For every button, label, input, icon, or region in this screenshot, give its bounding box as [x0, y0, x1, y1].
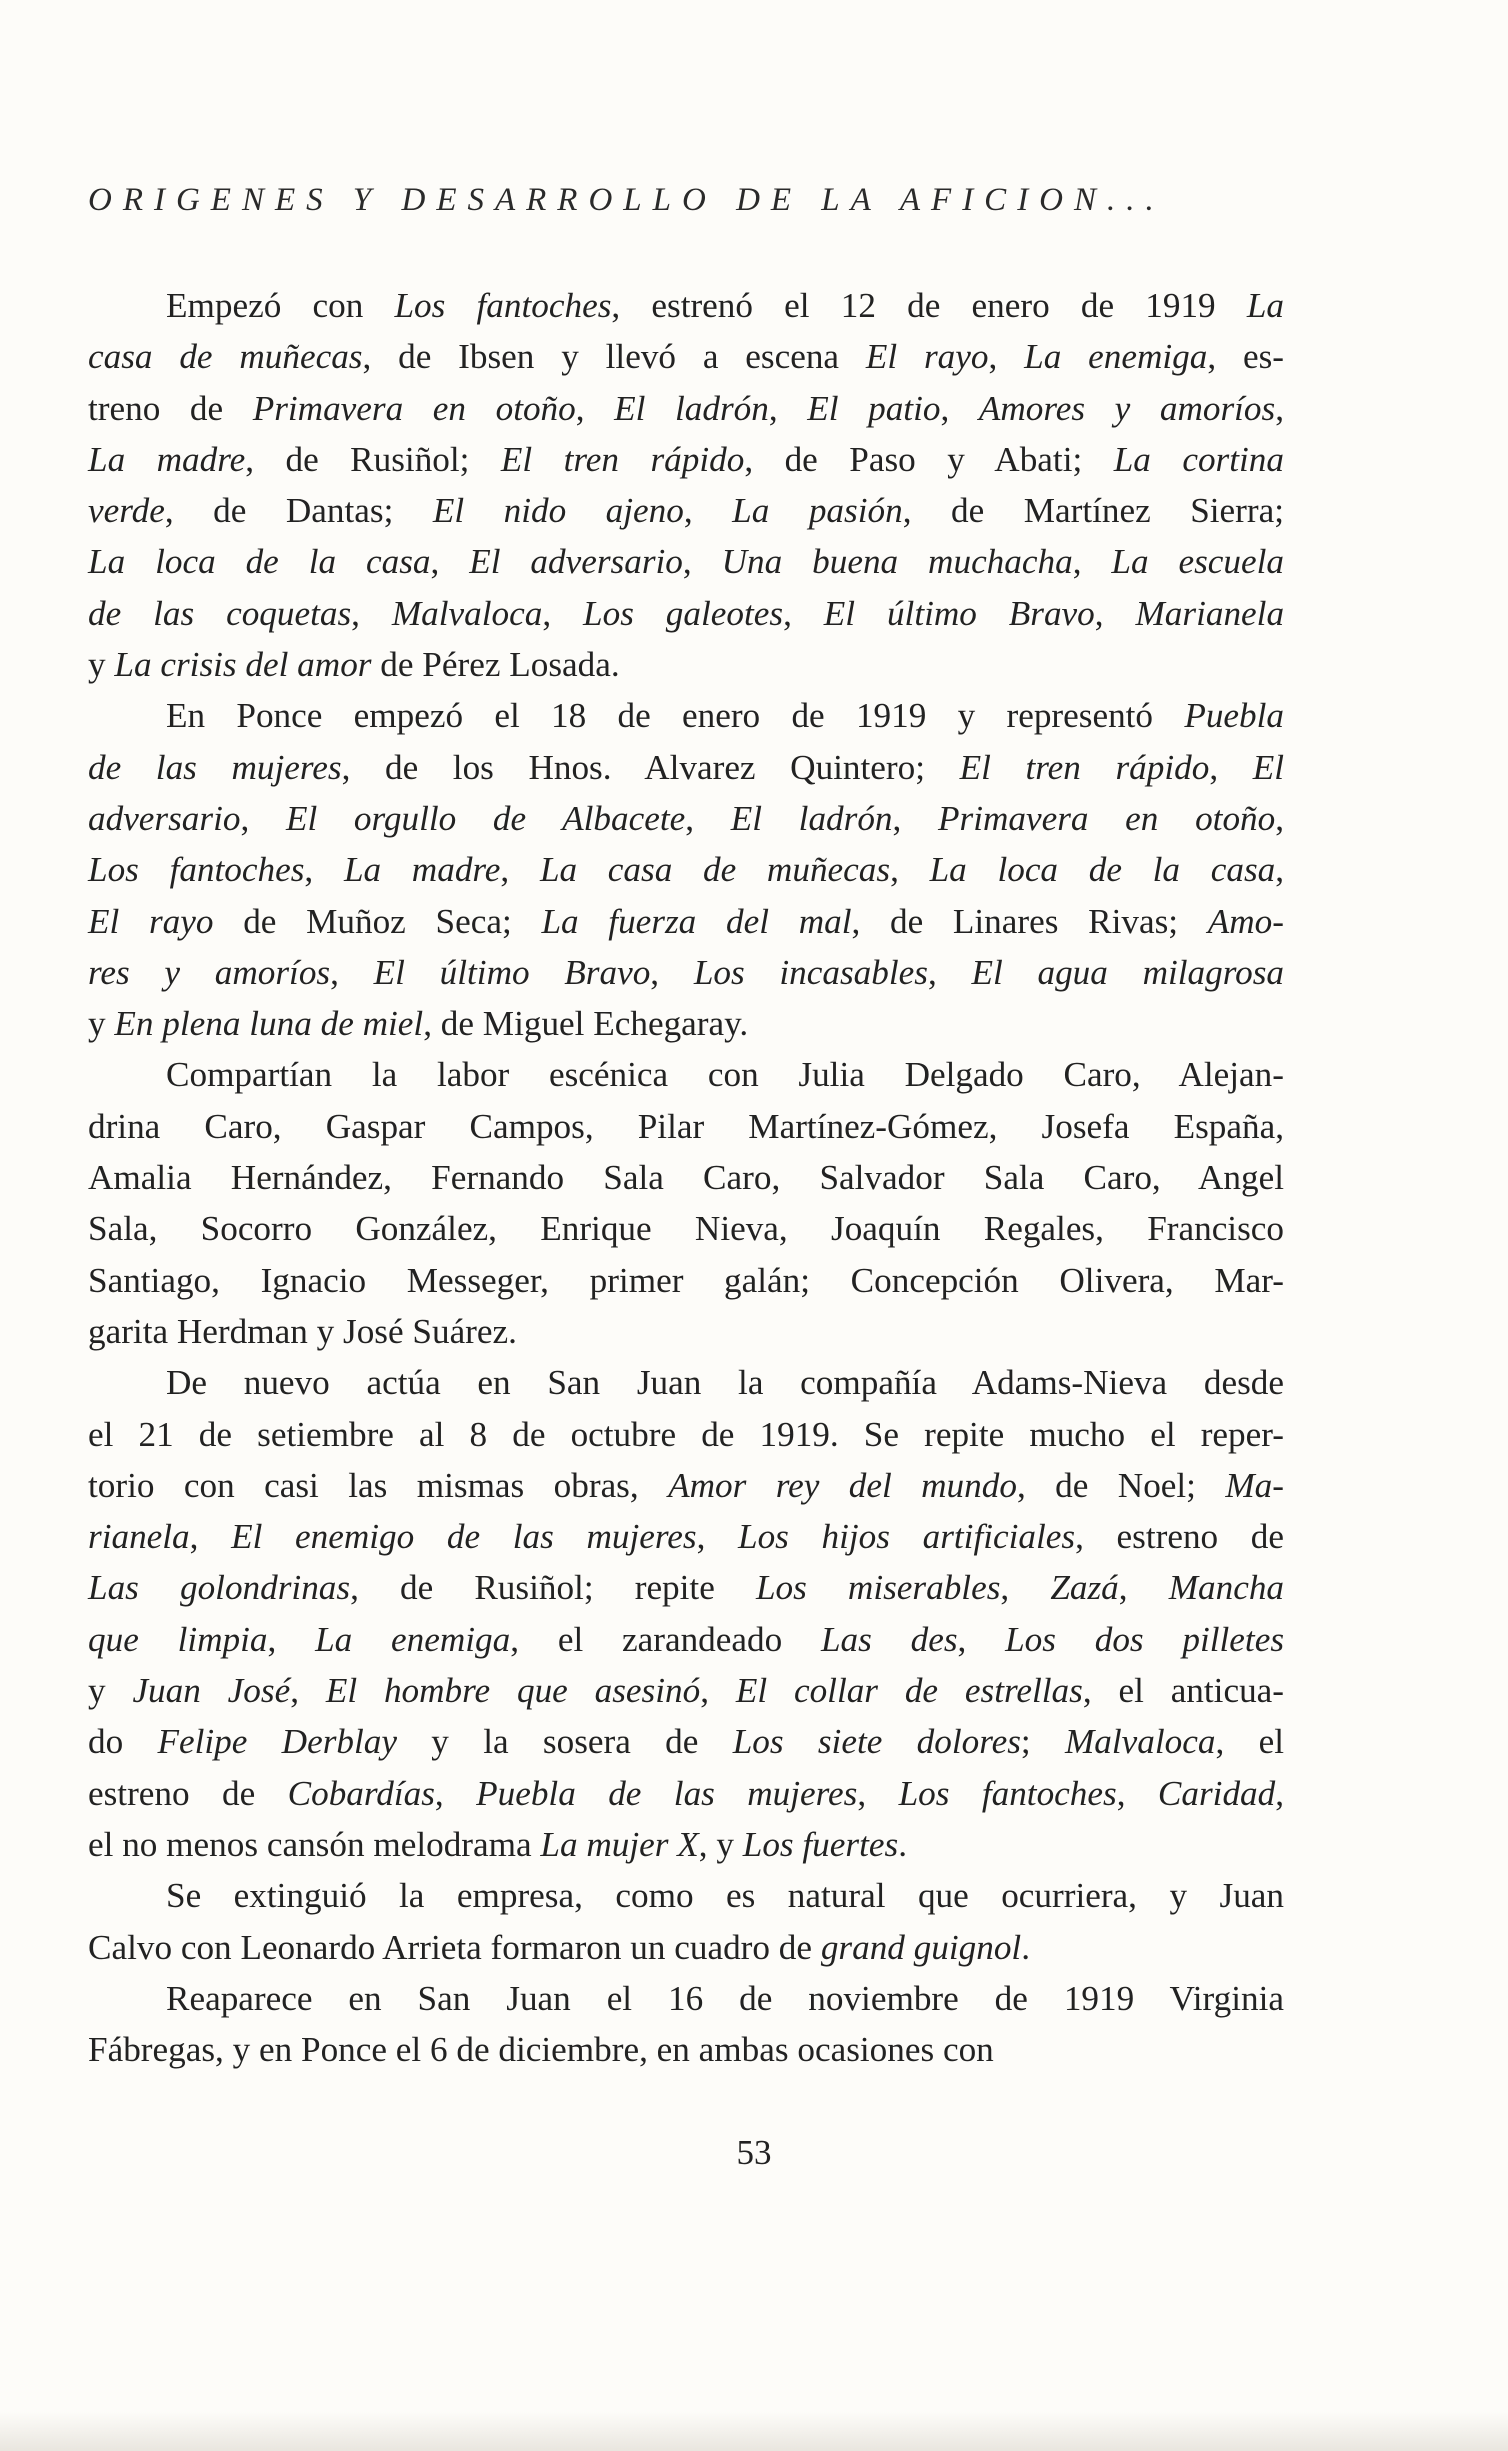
text-line: que limpia, La enemiga, el zarandeado Las des, Los dos pilletes — [88, 1619, 1285, 1659]
text-line: el no menos cansón melodrama La mujer X, y Los fuertes. — [88, 1824, 907, 1864]
paragraph-1 — [88, 280, 1284, 690]
text-line: Empezó con Los fantoches, estrenó el 12 de enero de 1919 La — [166, 286, 1285, 325]
text-line: y La crisis del amor de Pérez Losada. — [88, 645, 620, 685]
text-line: el 21 de setiembre al 8 de octubre de 1919. Se repite mucho el reper- — [88, 1414, 1284, 1454]
text-line: Compartían la labor escénica con Julia Delgado Caro, Alejan- — [166, 1055, 1284, 1095]
text-line: Se extinguió la empresa, como es natural que ocurriera, y Juan — [166, 1876, 1284, 1916]
text-line: Sala, Socorro González, Enrique Nieva, Joaquín Regales, Francisco — [88, 1209, 1284, 1249]
text-line: En Ponce empezó el 18 de enero de 1919 y representó Puebla — [166, 696, 1284, 736]
text-line: Santiago, Ignacio Messeger, primer galán; Concepción Olivera, Mar- — [88, 1260, 1284, 1300]
running-head: ORIGENES Y DESARROLLO DE LA AFICION... — [88, 182, 1165, 218]
text-line: y Juan José, El hombre que asesinó, El collar de estrellas, el anticua- — [88, 1671, 1285, 1711]
paragraph-4 — [88, 1357, 1284, 1870]
text-line: La loca de la casa, El adversario, Una buena muchacha, La escuela — [88, 542, 1285, 582]
body-text — [88, 280, 1284, 2075]
text-line: Amalia Hernández, Fernando Sala Caro, Salvador Sala Caro, Angel — [88, 1158, 1284, 1198]
text-line: treno de Primavera en otoño, El ladrón, El patio, Amores y amoríos, — [88, 388, 1284, 428]
paragraph-2 — [88, 690, 1284, 1049]
text-line: drina Caro, Gaspar Campos, Pilar Martínez-Gómez, Josefa España, — [88, 1106, 1284, 1146]
text-line: Reaparece en San Juan el 16 de noviembre de 1919 Virginia — [166, 1978, 1284, 2018]
paragraph-5 — [88, 1870, 1284, 1973]
text-line: casa de muñecas, de Ibsen y llevó a escena El rayo, La enemiga, es- — [88, 337, 1285, 377]
page-number: 53 — [736, 2133, 772, 2172]
text-line: do Felipe Derblay y la sosera de Los siete dolores; Malvaloca, el — [88, 1722, 1284, 1762]
text-line: Calvo con Leonardo Arrieta formaron un cuadro de grand guignol. — [88, 1927, 1030, 1967]
text-line: y En plena luna de miel, de Miguel Echegaray. — [88, 1004, 749, 1044]
text-line: torio con casi las mismas obras, Amor rey del mundo, de Noel; Ma- — [88, 1465, 1284, 1505]
text-line: rianela, El enemigo de las mujeres, Los hijos artificiales, estreno de — [88, 1517, 1284, 1557]
text-line: De nuevo actúa en San Juan la compañía Adams-Nieva desde — [166, 1363, 1284, 1403]
text-line: Los fantoches, La madre, La casa de muñecas, La loca de la casa, — [88, 850, 1285, 890]
text-line: verde, de Dantas; El nido ajeno, La pasión, de Martínez Sierra; — [88, 491, 1284, 531]
page-edge-shadow — [0, 2412, 1508, 2451]
text-line: La madre, de Rusiñol; El tren rápido, de Paso y Abati; La cortina — [88, 439, 1284, 479]
text-line: garita Herdman y José Suárez. — [88, 1311, 517, 1351]
text-line: Las golondrinas, de Rusiñol; repite Los miserables, Zazá, Mancha — [88, 1568, 1285, 1608]
text-line: estreno de Cobardías, Puebla de las mujeres, Los fantoches, Caridad, — [88, 1773, 1285, 1813]
text-line: res y amoríos, El último Bravo, Los incasables, El agua milagrosa — [88, 952, 1285, 992]
text-line: de las coquetas, Malvaloca, Los galeotes, El último Bravo, Marianela — [88, 593, 1285, 633]
text-line: de las mujeres, de los Hnos. Alvarez Quintero; El tren rápido, El — [88, 747, 1285, 787]
text-line: adversario, El orgullo de Albacete, El ladrón, Primavera en otoño, — [88, 798, 1285, 838]
paragraph-3 — [88, 1049, 1284, 1357]
text-line: Fábregas, y en Ponce el 6 de diciembre, en ambas ocasiones con — [88, 2030, 994, 2070]
paragraph-6 — [88, 1973, 1284, 2076]
text-line: El rayo de Muñoz Seca; La fuerza del mal, de Linares Rivas; Amo- — [88, 901, 1284, 941]
